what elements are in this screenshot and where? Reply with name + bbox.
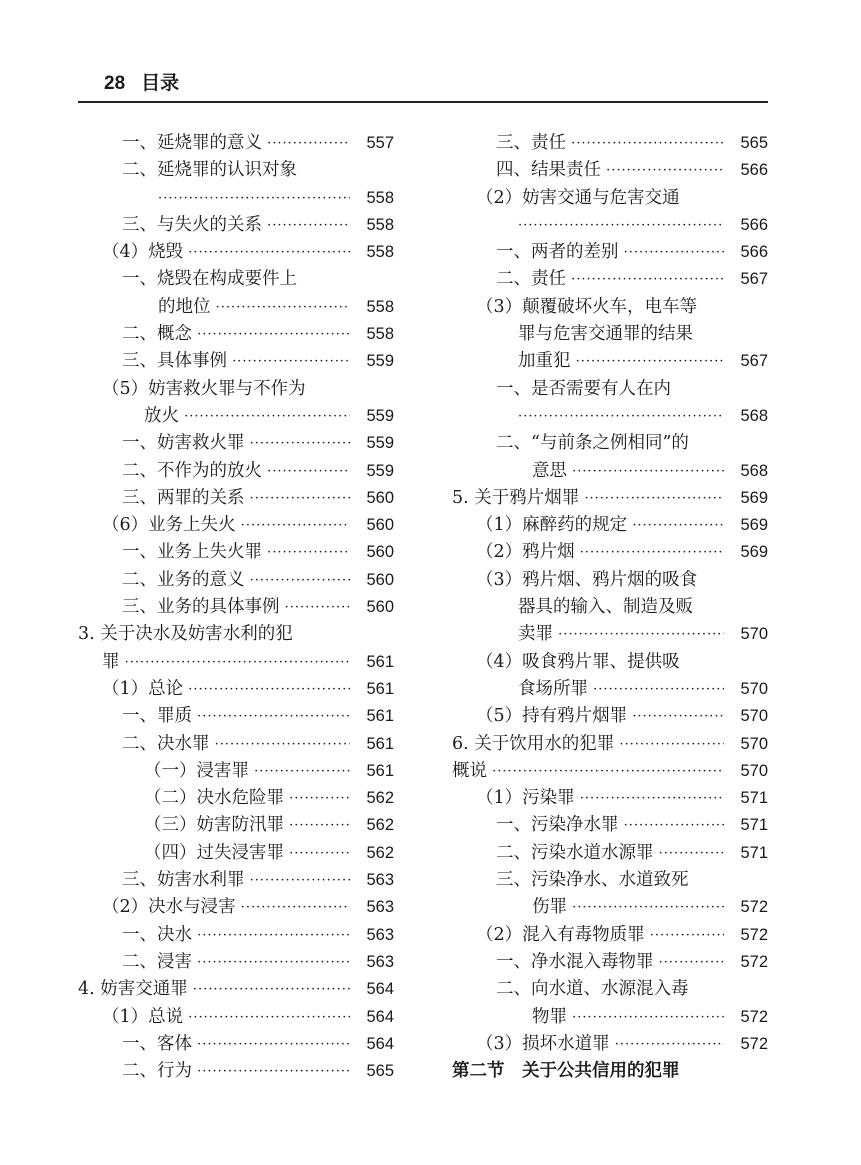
toc-entry-title: （5）持有鸦片烟罪 ·····	[476, 703, 724, 730]
toc-entry-title: 四、结果责任 ·····	[496, 157, 724, 184]
toc-entry-page: 572	[740, 1007, 768, 1026]
toc-entry	[78, 376, 394, 403]
toc-entry-page: 569	[740, 516, 768, 535]
toc-entry	[452, 185, 768, 212]
toc-entry	[78, 266, 394, 293]
toc-entry-page: 561	[366, 679, 394, 698]
toc-entry	[78, 294, 394, 321]
toc-entry-title	[518, 403, 724, 430]
toc-entry	[452, 703, 768, 730]
toc-entry	[452, 785, 768, 812]
toc-entry-page: 562	[366, 789, 394, 808]
toc-entry-title: 一、妨害救火罪 ·····	[122, 430, 350, 457]
toc-entry-title: 一、业务上失火罪 ·····	[122, 539, 350, 566]
toc-entry	[78, 812, 394, 839]
toc-entry-page: 558	[366, 188, 394, 207]
toc-entry-title: 罪 ·····	[102, 649, 350, 676]
toc-entry-page: 562	[366, 816, 394, 835]
toc-entry	[78, 867, 394, 894]
toc-entry	[452, 1058, 768, 1085]
toc-entry	[78, 539, 394, 566]
toc-entry-page: 570	[740, 679, 768, 698]
toc-entry-page: 559	[366, 352, 394, 371]
toc-entry	[452, 867, 768, 894]
toc-entry	[452, 731, 768, 758]
toc-entry-title: （3）鸦片烟、鸦片烟的吸食	[476, 569, 698, 590]
toc-entry	[452, 430, 768, 457]
toc-entry	[452, 266, 768, 293]
toc-entry-title: 二、决水罪 ·····	[122, 731, 350, 758]
toc-entry-title: 一、污染净水罪 ·····	[496, 812, 724, 839]
toc-entry-page: 572	[740, 925, 768, 944]
toc-entry-title: （3）颠覆破坏火车，电车等	[476, 296, 698, 317]
toc-entry-page: 564	[366, 1034, 394, 1053]
toc-entry	[78, 185, 394, 212]
toc-entry-title: 一、是否需要有人在内	[496, 378, 671, 399]
toc-entry-title	[518, 212, 724, 239]
toc-entry-page: 560	[366, 543, 394, 562]
toc-entry	[78, 239, 394, 266]
toc-entry-title: 二、污染水道水源罪 ·····	[496, 840, 724, 867]
toc-entry-title: 第二节 关于公共信用的犯罪	[452, 1061, 680, 1082]
toc-entry-title: 二、“与前条之例相同”的	[496, 433, 689, 454]
toc-entry	[452, 649, 768, 676]
toc-entry	[452, 922, 768, 949]
toc-entry-title: （2）决水与浸害 ·····	[102, 894, 350, 921]
toc-entry-title: （2）混入有毒物质罪 ·····	[476, 922, 724, 949]
toc-entry-page: 560	[366, 488, 394, 507]
toc-entry	[452, 758, 768, 785]
toc-entry-title: （1）麻醉药的规定 ·····	[476, 512, 724, 539]
toc-entry-page: 561	[366, 707, 394, 726]
toc-entry-page: 559	[366, 461, 394, 480]
toc-entry	[452, 840, 768, 867]
toc-entry-page: 572	[740, 898, 768, 917]
toc-entry	[452, 676, 768, 703]
toc-entry-page: 565	[366, 1062, 394, 1081]
toc-entry	[452, 403, 768, 430]
toc-entry-page: 566	[740, 243, 768, 262]
toc-entry	[78, 676, 394, 703]
toc-entry	[452, 594, 768, 621]
toc-entry-title: 概说 ·····	[452, 758, 724, 785]
page-title: 目录	[141, 72, 180, 94]
toc-entry	[452, 539, 768, 566]
toc-entry	[78, 1031, 394, 1058]
toc-entry	[78, 321, 394, 348]
toc-entry	[78, 922, 394, 949]
toc-entry	[78, 485, 394, 512]
toc-entry	[452, 130, 768, 157]
toc-entry	[78, 130, 394, 157]
toc-entry	[78, 976, 394, 1003]
toc-entry-page: 560	[366, 570, 394, 589]
toc-entry-title: 放火 ·····	[144, 403, 350, 430]
toc-entry-page: 558	[366, 215, 394, 234]
toc-entry-title: （一）浸害罪 ·····	[144, 758, 350, 785]
toc-entry	[452, 976, 768, 1003]
toc-entry-title: （1）总论 ·····	[102, 676, 350, 703]
toc-entry-title: 5. 关于鸦片烟罪 ·····	[452, 485, 724, 512]
toc-entry	[78, 649, 394, 676]
toc-entry-title: （2）鸦片烟 ·····	[476, 539, 724, 566]
toc-entry-page: 572	[740, 952, 768, 971]
toc-entry-page: 564	[366, 1007, 394, 1026]
toc-entry-title: 三、具体事例 ·····	[122, 348, 350, 375]
toc-entry	[78, 1004, 394, 1031]
toc-entry-page: 570	[740, 625, 768, 644]
toc-entry-title: 器具的输入、制造及贩	[518, 597, 693, 618]
toc-entry-title: （5）妨害救火罪与不作为	[102, 378, 306, 399]
toc-entry-page: 565	[740, 134, 768, 152]
toc-entry	[452, 239, 768, 266]
toc-entry-page: 561	[366, 761, 394, 780]
toc-entry	[78, 949, 394, 976]
toc-entry-title: 一、决水 ·····	[122, 922, 350, 949]
toc-entry-title: 二、浸害 ·····	[122, 949, 350, 976]
toc-entry-page: 561	[366, 734, 394, 753]
toc-entry-page: 566	[740, 161, 768, 180]
toc-entry-page: 567	[740, 270, 768, 289]
toc-entry-page: 572	[740, 1034, 768, 1053]
toc-entry-page: 562	[366, 843, 394, 862]
toc-entry-title: （1）总说 ·····	[102, 1004, 350, 1031]
toc-entry-title: 二、责任 ·····	[496, 266, 724, 293]
header-rule	[78, 101, 768, 103]
toc-entry-title: 加重犯 ·····	[518, 348, 724, 375]
toc-entry	[78, 894, 394, 921]
toc-entry	[78, 512, 394, 539]
toc-entry-title: 二、行为 ·····	[122, 1058, 350, 1085]
toc-entry-title: 物罪 ·····	[532, 1004, 724, 1031]
toc-entry-page: 559	[366, 434, 394, 453]
toc-entry	[452, 321, 768, 348]
toc-entry-page: 560	[366, 598, 394, 617]
toc-entry-title: 三、与失火的关系 ·····	[122, 212, 350, 239]
toc-entry-title: 三、污染净水、水道致死	[496, 870, 689, 891]
toc-entry-title: 一、延烧罪的意义 ·····	[122, 130, 350, 157]
toc-entry	[78, 403, 394, 430]
toc-entry-title: 6. 关于饮用水的犯罪 ·····	[452, 731, 724, 758]
toc-entry	[78, 594, 394, 621]
toc-entry-page: 564	[366, 980, 394, 999]
toc-entry-title: 三、两罪的关系 ·····	[122, 485, 350, 512]
toc-entry-page: 571	[740, 843, 768, 862]
toc-entry-title: 一、烧毁在构成要件上	[122, 269, 297, 290]
toc-entry-title: 二、向水道、水源混入毒	[496, 979, 689, 1000]
toc-entry-title: 4. 妨害交通罪 ·····	[78, 976, 350, 1003]
toc-entry-title: 三、妨害水利罪 ·····	[122, 867, 350, 894]
toc-left-column	[78, 130, 394, 1085]
toc-entry-title: （二）决水危险罪 ·····	[144, 785, 350, 812]
toc-entry	[78, 567, 394, 594]
toc-entry-title: 的地位 ·····	[158, 294, 350, 321]
toc-entry	[78, 785, 394, 812]
toc-entry-title: （四）过失浸害罪 ·····	[144, 840, 350, 867]
toc-entry-title: （6）业务上失火 ·····	[102, 512, 350, 539]
toc-entry	[452, 485, 768, 512]
toc-entry-page: 560	[366, 516, 394, 535]
toc-entry-page: 558	[366, 243, 394, 262]
toc-entry	[78, 840, 394, 867]
toc-entry	[78, 157, 394, 184]
toc-entry	[78, 731, 394, 758]
toc-entry-title: 一、客体 ·····	[122, 1031, 350, 1058]
toc-entry-page: 563	[366, 952, 394, 971]
toc-entry-title: （4）吸食鸦片罪、提供吸	[476, 651, 680, 672]
toc-entry	[78, 458, 394, 485]
toc-entry-page: 568	[740, 406, 768, 425]
page-header	[104, 68, 179, 95]
toc-entry-page: 563	[366, 871, 394, 890]
toc-entry-page: 570	[740, 734, 768, 753]
toc-entry-page: 570	[740, 707, 768, 726]
toc-entry-title: 一、净水混入毒物罪 ·····	[496, 949, 724, 976]
toc-entry-page: 571	[740, 816, 768, 835]
toc-entry-page: 567	[740, 352, 768, 371]
toc-entry-page: 558	[366, 297, 394, 316]
toc-entry-page: 571	[740, 789, 768, 808]
toc-entry-page: 563	[366, 898, 394, 917]
toc-entry-title: 食场所罪 ·····	[518, 676, 724, 703]
page-number: 28	[104, 73, 126, 94]
toc-entry	[78, 348, 394, 375]
toc-entry-title: 二、概念 ·····	[122, 321, 350, 348]
toc-entry	[452, 376, 768, 403]
toc-entry	[452, 949, 768, 976]
toc-entry-title: （2）妨害交通与危害交通	[476, 187, 680, 208]
toc-entry	[452, 348, 768, 375]
toc-entry-page: 569	[740, 543, 768, 562]
toc-entry-page: 570	[740, 761, 768, 780]
toc-entry-title: 二、业务的意义 ·····	[122, 567, 350, 594]
toc-entry	[78, 212, 394, 239]
toc-entry-title: （1）污染罪 ·····	[476, 785, 724, 812]
toc-entry	[452, 567, 768, 594]
toc-entry-title: 伤罪 ·····	[532, 894, 724, 921]
toc-entry	[452, 812, 768, 839]
toc-entry-title: 三、业务的具体事例 ·····	[122, 594, 350, 621]
toc-entry	[452, 212, 768, 239]
toc-entry	[452, 1031, 768, 1058]
toc-entry-page: 557	[366, 134, 394, 152]
toc-entry-title: 三、责任 ·····	[496, 130, 724, 157]
toc-entry-title: 罪与危害交通罪的结果	[518, 324, 693, 345]
toc-entry-title: 二、不作为的放火 ·····	[122, 458, 350, 485]
toc-entry-page: 558	[366, 325, 394, 344]
toc-entry-title: 一、两者的差别 ·····	[496, 239, 724, 266]
toc-entry	[78, 758, 394, 785]
toc-entry-page: 561	[366, 652, 394, 671]
toc-entry-page: 569	[740, 488, 768, 507]
toc-entry	[452, 894, 768, 921]
toc-entry-title: 意思 ·····	[532, 458, 724, 485]
toc-entry-title: 一、罪质 ·····	[122, 703, 350, 730]
toc-entry-page: 568	[740, 461, 768, 480]
toc-entry-title	[158, 185, 350, 212]
toc-entry-title: 二、延烧罪的认识对象	[122, 160, 297, 181]
toc-entry	[78, 703, 394, 730]
toc-entry-title: 3. 关于决水及妨害水利的犯	[78, 624, 293, 645]
toc-entry	[452, 458, 768, 485]
toc-entry	[452, 1004, 768, 1031]
toc-entry-title: （三）妨害防汛罪 ·····	[144, 812, 350, 839]
toc-entry-page: 563	[366, 925, 394, 944]
toc-entry	[452, 294, 768, 321]
toc-entry	[78, 621, 394, 648]
toc-right-column	[452, 130, 768, 1085]
toc-entry	[452, 157, 768, 184]
toc-entry-title: （4）烧毁 ·····	[102, 239, 350, 266]
toc-entry-title: （3）损坏水道罪 ·····	[476, 1031, 724, 1058]
toc-entry	[78, 1058, 394, 1085]
toc-entry-page: 559	[366, 406, 394, 425]
toc-entry-page: 566	[740, 215, 768, 234]
toc-entry	[452, 512, 768, 539]
toc-entry-title: 卖罪 ·····	[518, 621, 724, 648]
toc-entry	[452, 621, 768, 648]
toc-entry	[78, 430, 394, 457]
